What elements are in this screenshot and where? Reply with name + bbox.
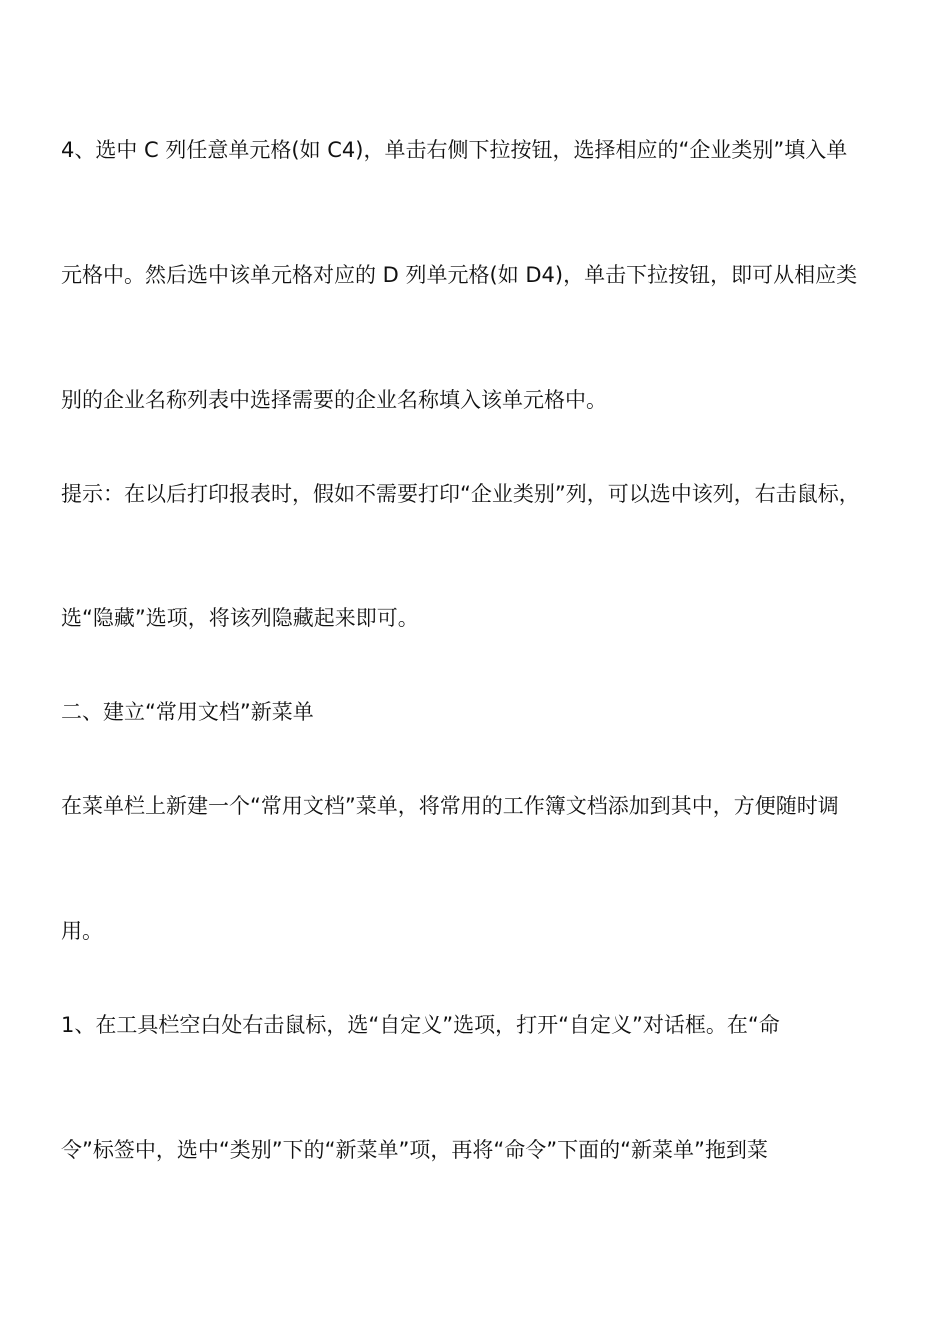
paragraph-line-3: 别的企业名称列表中选择需要的企业名称填入该单元格中。 <box>61 388 607 412</box>
tip-line-1: 提示：在以后打印报表时，假如不需要打印“企业类别”列，可以选中该列，右击鼠标， <box>61 482 860 506</box>
section-heading: 二、建立“常用文档”新菜单 <box>61 700 314 724</box>
step-line-1: 1、在工具栏空白处右击鼠标，选“自定义”选项，打开“自定义”对话框。在“命 <box>61 1013 780 1037</box>
paragraph-line-1: 4、选中 C 列任意单元格(如 C4)，单击右侧下拉按钮，选择相应的“企业类别”填入单 <box>61 138 848 162</box>
tip-line-2: 选“隐藏”选项，将该列隐藏起来即可。 <box>61 606 419 630</box>
section-intro-line-1: 在菜单栏上新建一个“常用文档”菜单，将常用的工作簿文档添加到其中，方便随时调 <box>61 794 839 818</box>
paragraph-line-2: 元格中。然后选中该单元格对应的 D 列单元格(如 D4)，单击下拉按钮，即可从相应类 <box>61 263 858 287</box>
step-line-2: 令”标签中，选中“类别”下的“新菜单”项，再将“命令”下面的“新菜单”拖到菜 <box>61 1138 768 1162</box>
section-intro-line-2: 用。 <box>61 919 103 943</box>
